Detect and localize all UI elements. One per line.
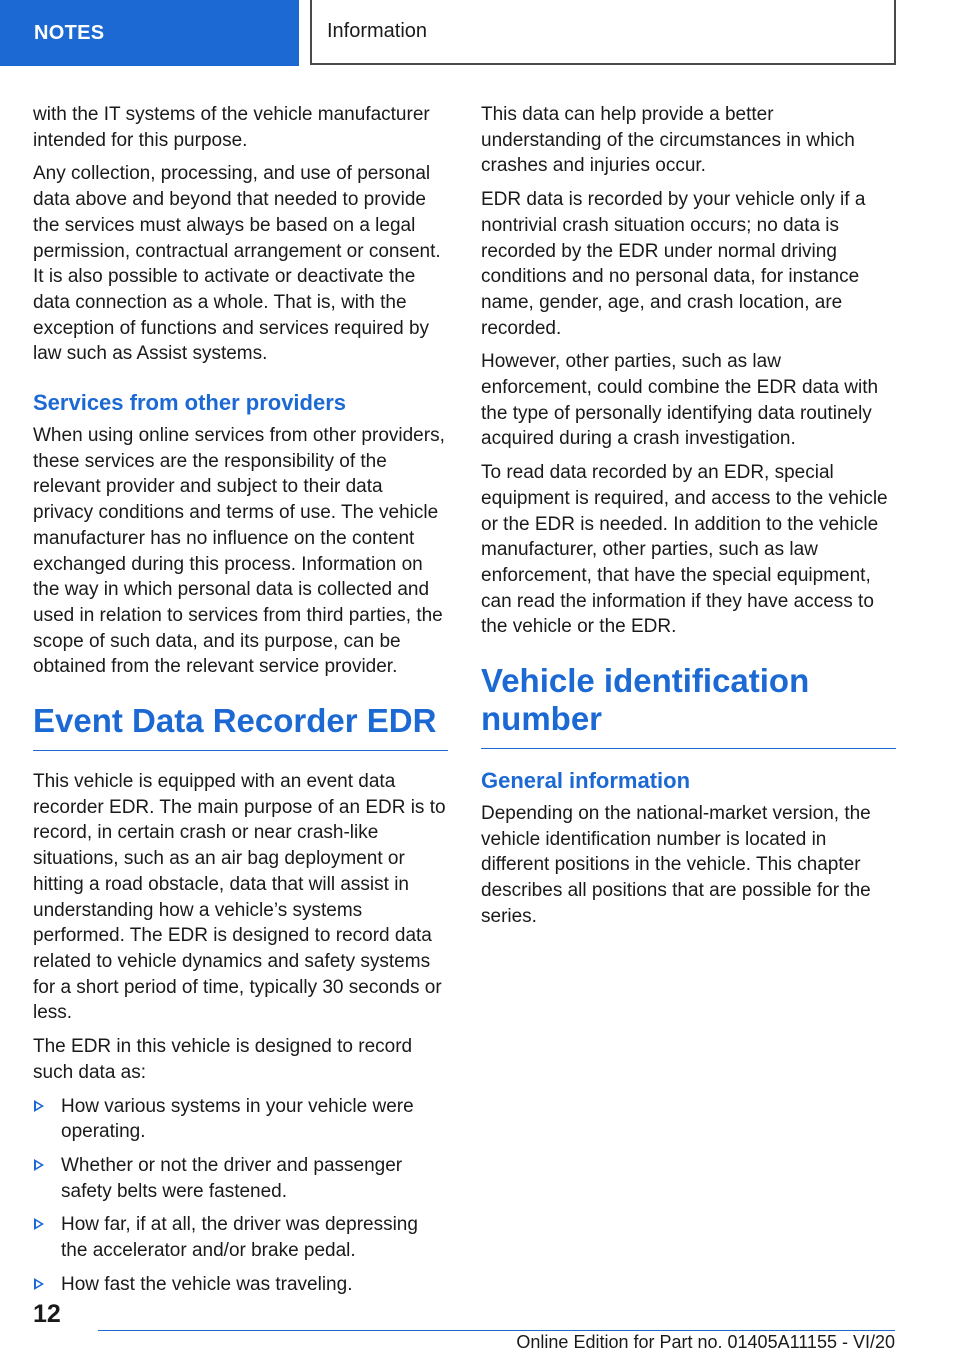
right-column — [481, 102, 896, 938]
paragraph: This vehicle is equipped with an event data recorder EDR. The main purpose of an EDR is to record, in certain crash or near crash-like situations, such as an air bag deployment or hitting a road obstacle, data that will assist in understanding how a vehicle’s systems performed. The EDR is designed to record data related to vehicle dynamics and safety systems for a short period of time, typically 30 seconds or less. — [33, 771, 446, 1024]
triangle-bullet-icon — [34, 1218, 44, 1230]
paragraph: However, other parties, such as law enforcement, could combine the EDR data with the type of personally identifying data routinely acquired during a crash investigation. — [481, 351, 879, 450]
paragraph: with the IT systems of the vehicle manufacturer intended for this purpose. — [33, 104, 430, 151]
list-item-text: How far, if at all, the driver was depressing the accelerator and/or brake pedal. — [61, 1214, 418, 1262]
paragraph: To read data recorded by an EDR, special equipment is required, and access to the vehicle or the EDR is needed. In addition to the vehicle manufacturer, other parties, such as law enforcement, that have the special equipment, can read the information if they have access to the vehicle or the EDR. — [481, 462, 888, 638]
list-item-text: How various systems in your vehicle were operating. — [61, 1095, 414, 1143]
list-item — [33, 1153, 448, 1204]
list-item — [33, 1272, 448, 1298]
paragraph: This data can help provide a better understanding of the circumstances in which crashes and injuries occur. — [481, 104, 855, 177]
heading-divider — [481, 748, 896, 749]
paragraph: Depending on the national-market version, the vehicle identification number is located in different positions in the vehicle. This chapter describes all positions that are possible for the series. — [481, 803, 871, 927]
list-item — [33, 1094, 448, 1145]
triangle-bullet-icon — [34, 1278, 44, 1290]
list-item-text: How fast the vehicle was traveling. — [61, 1273, 353, 1295]
general-information-heading: General information — [481, 768, 691, 794]
paragraph: The EDR in this vehicle is designed to record such data as: — [33, 1036, 413, 1083]
edr-data-list — [33, 1094, 448, 1298]
triangle-bullet-icon — [34, 1100, 44, 1112]
paragraph: Any collection, processing, and use of personal data above and beyond that needed to provide the services must always be based on a legal permission, contractual arrangement or consent. It is also possible to activate or deactivate the data connection as a whole. That is, with the exception of functions and services required by law such as Assist systems. — [33, 163, 441, 365]
footer-divider — [98, 1330, 895, 1331]
triangle-bullet-icon — [34, 1159, 44, 1171]
list-item — [33, 1212, 448, 1263]
left-column — [33, 102, 448, 1305]
footer-edition-text: Online Edition for Part no. 01405A11155 - VI/20 — [516, 1332, 895, 1352]
edr-heading: Event Data Recorder EDR — [33, 702, 437, 740]
paragraph: EDR data is recorded by your vehicle only if a nontrivial crash situation occurs; no data is recorded by the EDR under normal driving conditions and no personal data, for instance name, gender, age, and crash location, are recorded. — [481, 189, 866, 339]
paragraph: When using online services from other providers, these services are the responsibility of the relevant provider and subject to their data privacy conditions and terms of use. The vehicle manufacturer has no influence on the content exchanged during this process. Information on the way in which personal data is collected and used in relation to services from third parties, the scope of such data, and its purpose, can be obtained from the relevant service provider. — [33, 425, 445, 678]
page-number: 12 — [33, 1300, 61, 1328]
list-item-text: Whether or not the driver and passenger safety belts were fastened. — [61, 1154, 403, 1202]
services-heading: Services from other providers — [33, 390, 347, 416]
chapter-tab — [0, 0, 299, 66]
section-title: Information — [327, 20, 428, 42]
chapter-tab-label: NOTES — [34, 21, 105, 44]
section-title-box — [310, 0, 896, 65]
heading-divider — [33, 750, 448, 751]
vin-heading: Vehicle identification number — [481, 662, 810, 738]
